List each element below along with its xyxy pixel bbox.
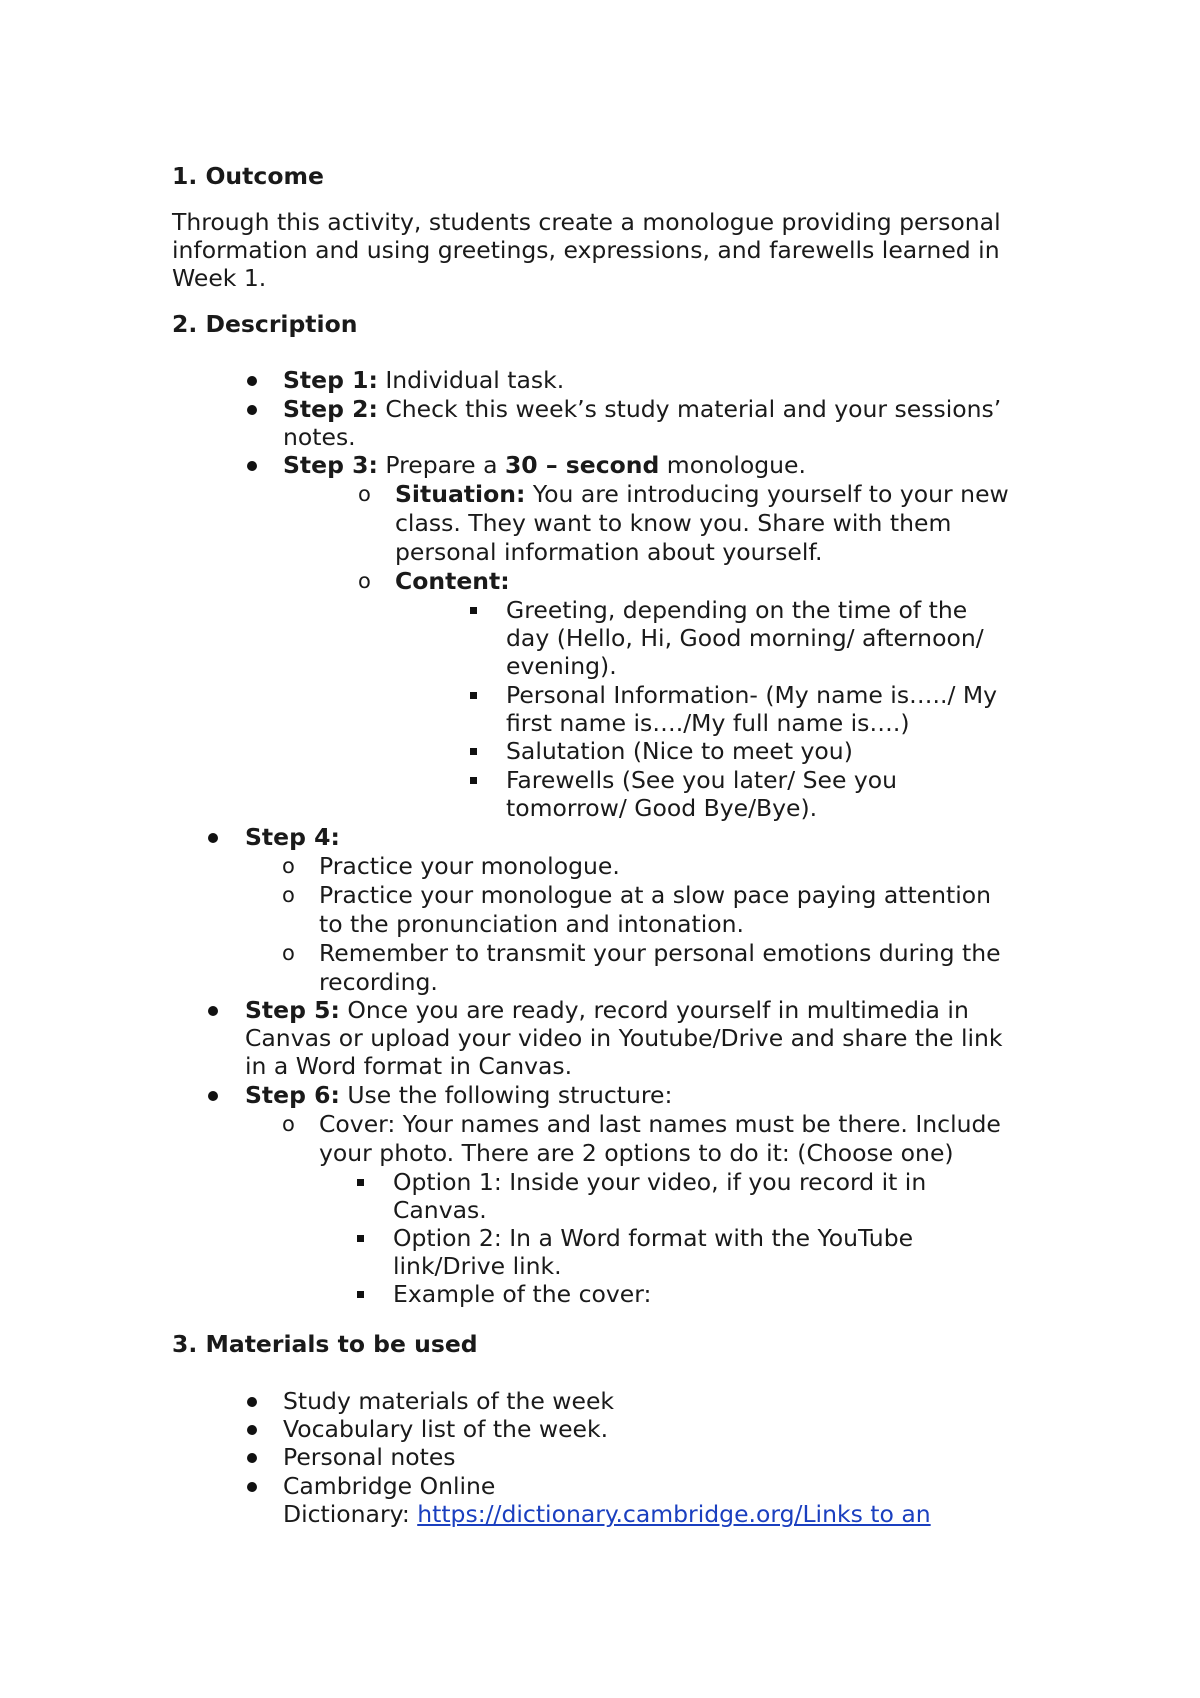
cover-option: Option 1: Inside your video, if you record it in [393,1168,927,1196]
square-bullet-icon [357,1291,364,1298]
bullet-icon [247,1482,257,1492]
step-1-text: Individual task. [377,366,565,394]
step-4-label: Step 4: [245,823,340,851]
outcome-text-line: information and using greetings, expressions, and farewells learned in [172,236,1000,264]
content-item: Salutation (Nice to meet you) [506,737,853,765]
step-6-text: Use the following structure: [339,1081,673,1109]
circle-bullet-icon: o [358,482,371,506]
bullet-icon [247,376,257,386]
step-1 [283,366,564,394]
outcome-text-line: Through this activity, students create a monologue providing personal [172,208,1001,236]
materials-item: Study materials of the week [283,1387,615,1415]
circle-bullet-icon: o [282,883,295,907]
square-bullet-icon [357,1179,364,1186]
content-item: Greeting, depending on the time of the [506,596,968,624]
step-5-label: Step 5: [245,996,340,1024]
step-5-cont: Canvas or upload your video in Youtube/Drive and share the link [245,1024,1003,1052]
bullet-icon [247,1453,257,1463]
step-2-text: Check this week’s study material and your sessions’ [377,395,1002,423]
bullet-icon [247,461,257,471]
step-3 [283,451,806,479]
dictionary-label: Dictionary: [283,1500,418,1528]
cover-option-cont: Canvas. [393,1196,487,1224]
step-6 [245,1081,672,1109]
materials-heading: 3. Materials to be used [172,1330,478,1358]
content-label: Content: [395,567,510,595]
circle-bullet-icon: o [282,1112,295,1136]
content-item: Personal Information- (My name is…../ My [506,681,998,709]
step-3-duration: 30 – second [504,451,660,479]
content-item-cont: evening). [506,652,617,680]
step-2-cont: notes. [283,423,356,451]
bullet-icon [247,405,257,415]
content-item-cont: day (Hello, Hi, Good morning/ afternoon/ [506,624,984,652]
dictionary-link[interactable]: https://dictionary.cambridge.org/Links to an [417,1500,931,1528]
circle-bullet-icon: o [282,941,295,965]
bullet-icon [247,1397,257,1407]
step-3-text-end: monologue. [659,451,806,479]
outcome-text-line: Week 1. [172,264,267,292]
step-2 [283,395,1001,423]
cover-line: Cover: Your names and last names must be there. Include [319,1110,1001,1138]
square-bullet-icon [470,607,477,614]
bullet-icon [208,1006,218,1016]
situation [395,480,1009,508]
cover-line: your photo. There are 2 options to do it: (Choose one) [319,1139,954,1167]
outcome-heading: 1. Outcome [172,162,324,190]
situation-label: Situation: [395,480,526,508]
cover-option-cont: link/Drive link. [393,1252,562,1280]
situation-cont: personal information about yourself. [395,538,823,566]
content-item-cont: first name is…./My full name is….) [506,709,910,737]
bullet-icon [208,833,218,843]
circle-bullet-icon: o [282,854,295,878]
step-4-item-cont: recording. [319,968,438,996]
square-bullet-icon [470,777,477,784]
step-4-item: Remember to transmit your personal emotions during the [319,939,1001,967]
situation-cont: class. They want to know you. Share with them [395,509,952,537]
materials-item: Vocabulary list of the week. [283,1415,609,1443]
step-2-label: Step 2: [283,395,378,423]
step-5-text: Once you are ready, record yourself in multimedia in [339,996,969,1024]
square-bullet-icon [470,692,477,699]
step-5 [245,996,969,1024]
step-3-label: Step 3: [283,451,378,479]
circle-bullet-icon: o [358,569,371,593]
bullet-icon [208,1091,218,1101]
materials-item: Personal notes [283,1443,456,1471]
cover-option: Option 2: In a Word format with the YouTube [393,1224,914,1252]
dictionary-line [283,1500,931,1528]
content-item: Farewells (See you later/ See you [506,766,898,794]
square-bullet-icon [357,1235,364,1242]
description-heading: 2. Description [172,310,358,338]
bullet-icon [247,1425,257,1435]
content-item-cont: tomorrow/ Good Bye/Bye). [506,794,818,822]
step-4-item-cont: to the pronunciation and intonation. [319,910,745,938]
step-5-cont: in a Word format in Canvas. [245,1052,573,1080]
step-4-item: Practice your monologue. [319,852,620,880]
situation-text: You are introducing yourself to your new [525,480,1009,508]
materials-item: Cambridge Online [283,1472,496,1500]
cover-option: Example of the cover: [393,1280,652,1308]
square-bullet-icon [470,748,477,755]
step-6-label: Step 6: [245,1081,340,1109]
step-1-label: Step 1: [283,366,378,394]
step-4-item: Practice your monologue at a slow pace paying attention [319,881,992,909]
step-3-text: Prepare a [377,451,505,479]
